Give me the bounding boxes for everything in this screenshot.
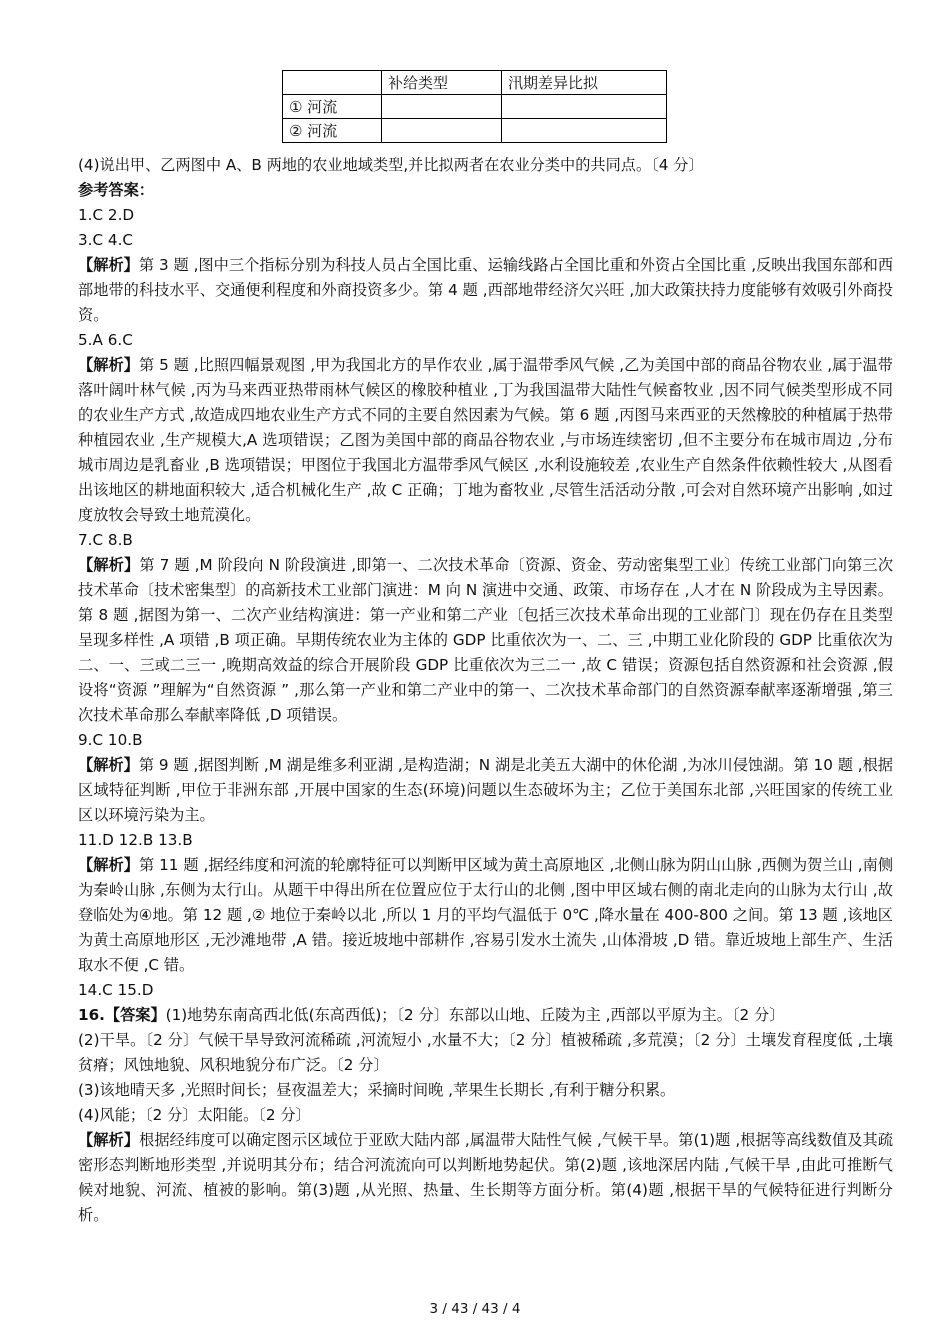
answer-heading: 参考答案： (78, 181, 154, 199)
table-cell (502, 95, 667, 119)
answer-content (68, 153, 893, 1228)
answer-line: 3.C 4.C (78, 231, 134, 249)
table-row (283, 95, 667, 119)
table-cell (382, 95, 502, 119)
answer-line: 1.C 2.D (78, 206, 135, 224)
table-row (283, 119, 667, 143)
page-number: 3 / 43 / 43 / 4 (429, 1301, 521, 1317)
answer-line: 9.C 10.B (78, 731, 143, 749)
answer-line: 11.D 12.B 13.B (78, 831, 193, 849)
table-cell (382, 119, 502, 143)
answer-line: 7.C 8.B (78, 531, 133, 549)
analysis-paragraph: 【解析】第 3 题 ,图中三个指标分别为科技人员占全国比重、运输线路占全国比重和外资占全国比重 ,反映出我国东部和西部地带的科技水平、交通便利程度和外商投资多少。第 4 题 ,西部地带经济欠兴旺 ,加大政策扶持力度能够有效吸引外商投资。 (78, 256, 894, 324)
analysis-paragraph: 【解析】第 5 题 ,比照四幅景观图 ,甲为我国北方的旱作农业 ,属于温带季风气候 ,乙为美国中部的商品谷物农业 ,属于温带落叶阔叶林气候 ,丙为马来西亚热带雨林气候区的橡胶种植业 ,丁为我国温带大陆性气候畜牧业 ,因不同气候类型形成不同的农业生产方式 ,故造成四地农业生产方式不同的主要自然因素为气候。第 6 题 ,丙图马来西亚的天然橡胶的种植属于热带种植园农业 ,生产规模大,A 选项错误；乙图为美国中部的商品谷物农业 ,与市场连续密切 ,但不主要分布在城市周边 ,分布城市周边是乳畜业 ,B 选项错误；甲图位于我国北方温带季风气候区 ,水利设施较差 ,农业生产自然条件依赖性较大 ,从图看出该地区的耕地面积较大 ,适合机械化生产 ,故 C 正确；丁地为畜牧业 ,尽管生活活动分散 ,可会对自然环境产出影响 ,如过度放牧会导致土地荒漠化。 (78, 356, 893, 524)
answer-line: 14.C 15.D (78, 981, 154, 999)
answer-line: 5.A 6.C (78, 331, 133, 349)
question-16-part-3: (3)该地晴天多 ,光照时间长；昼夜温差大；采摘时间晚 ,苹果生长期长 ,有利于糖分积累。 (78, 1081, 676, 1099)
analysis-paragraph: 【解析】第 11 题 ,据经纬度和河流的轮廓特征可以判断甲区域为黄土高原地区 ,北侧山脉为阴山山脉 ,西侧为贺兰山 ,南侧为秦岭山脉 ,东侧为太行山。从题干中得出所在位置应位于太行山的北侧 ,图中甲区域右侧的南北走向的山脉为太行山 ,故登临处为④地。第 12 题 ,② 地位于秦岭以北 ,所以 1 月的平均气温低于 0℃ ,降水量在 400-800 之间。第 13 题 ,该地区为黄土高原地形区 ,无沙滩地带 ,A 错。接近坡地中部耕作 ,容易引发水土流失 ,山体滑坡 ,D 错。靠近坡地上部生产、生活取水不便 ,C 错。 (78, 856, 894, 974)
question-16-answer: 16.【答案】(1)地势东南高西北低(东高西低)；〔2 分〕东部以山地、丘陵为主 ,西部以平原为主。〔2 分〕 (78, 1006, 785, 1024)
table-cell: ② 河流 (283, 119, 382, 143)
question-4-text: (4)说出甲、乙两图中 A、B 两地的农业地域类型,并比拟两者在农业分类中的共同点。〔4 分〕 (78, 156, 704, 174)
question-16-part-2: (2)干旱。〔2 分〕气候干旱导致河流稀疏 ,河流短小 ,水量不大；〔2 分〕植被稀疏 ,多荒漠；〔2 分〕土壤发育程度低 ,土壤贫瘠；风蚀地貌、风积地貌分布广泛。〔2 分〕 (78, 1031, 893, 1074)
table-cell (502, 119, 667, 143)
analysis-paragraph: 【解析】第 9 题 ,据图判断 ,M 湖是维多利亚湖 ,是构造湖；N 湖是北美五大湖中的休伦湖 ,为冰川侵蚀湖。第 10 题 ,根据区域特征判断 ,甲位于非洲东部 ,开展中国家的生态(环境)问题以生态破坏为主；乙位于美国东北部 ,兴旺国家的传统工业区以环境污染为主。 (78, 756, 893, 824)
table-header-flood-diff: 汛期差异比拟 (502, 71, 667, 95)
table-cell: ① 河流 (283, 95, 382, 119)
analysis-paragraph: 【解析】第 7 题 ,M 阶段向 N 阶段演进 ,即第一、二次技术革命〔资源、资金、劳动密集型工业〕传统工业部门向第三次技术革命〔技术密集型〕的高新技术工业部门演进：M 向 N 演进中交通、政策、市场存在 ,人才在 N 阶段成为主导因素。第 8 题 ,据图为第一、二次产业结构演进：第一产业和第二产业〔包括三次技术革命出现的工业部门〕现在仍存在且类型呈现多样性 ,A 项错 ,B 项正确。早期传统农业为主体的 GDP 比重依次为一、二、三 ,中期工业化阶段的 GDP 比重依次为二、一、三或二三一 ,晚期高效益的综合开展阶段 GDP 比重依次为三二一 ,故 C 错误；资源包括自然资源和社会资源 ,假设将“资源 ”理解为“自然资源 ” ,那么第一产业和第二产业中的第一、二次技术革命部门的自然资源奉献率逐渐增强 ,第三次技术革命那么奉献率降低 ,D 项错误。 (78, 556, 894, 724)
table-header-supply-type: 补给类型 (382, 71, 502, 95)
table-header-row (283, 71, 667, 95)
question-16-part-4: (4)风能；〔2 分〕太阳能。〔2 分〕 (78, 1106, 311, 1124)
analysis-paragraph: 【解析】根据经纬度可以确定图示区域位于亚欧大陆内部 ,属温带大陆性气候 ,气候干旱。第(1)题 ,根据等高线数值及其疏密形态判断地形类型 ,并说明其分布；结合河流流向可以判断地势起伏。第(2)题 ,该地深居内陆 ,气候干旱 ,由此可推断气候对地貌、河流、植被的影响。第(3)题 ,从光照、热量、生长期等方面分析。第(4)题 ,根据干旱的气候特征进行判断分析。 (78, 1131, 894, 1224)
river-comparison-table (282, 70, 667, 143)
table-cell (283, 71, 382, 95)
